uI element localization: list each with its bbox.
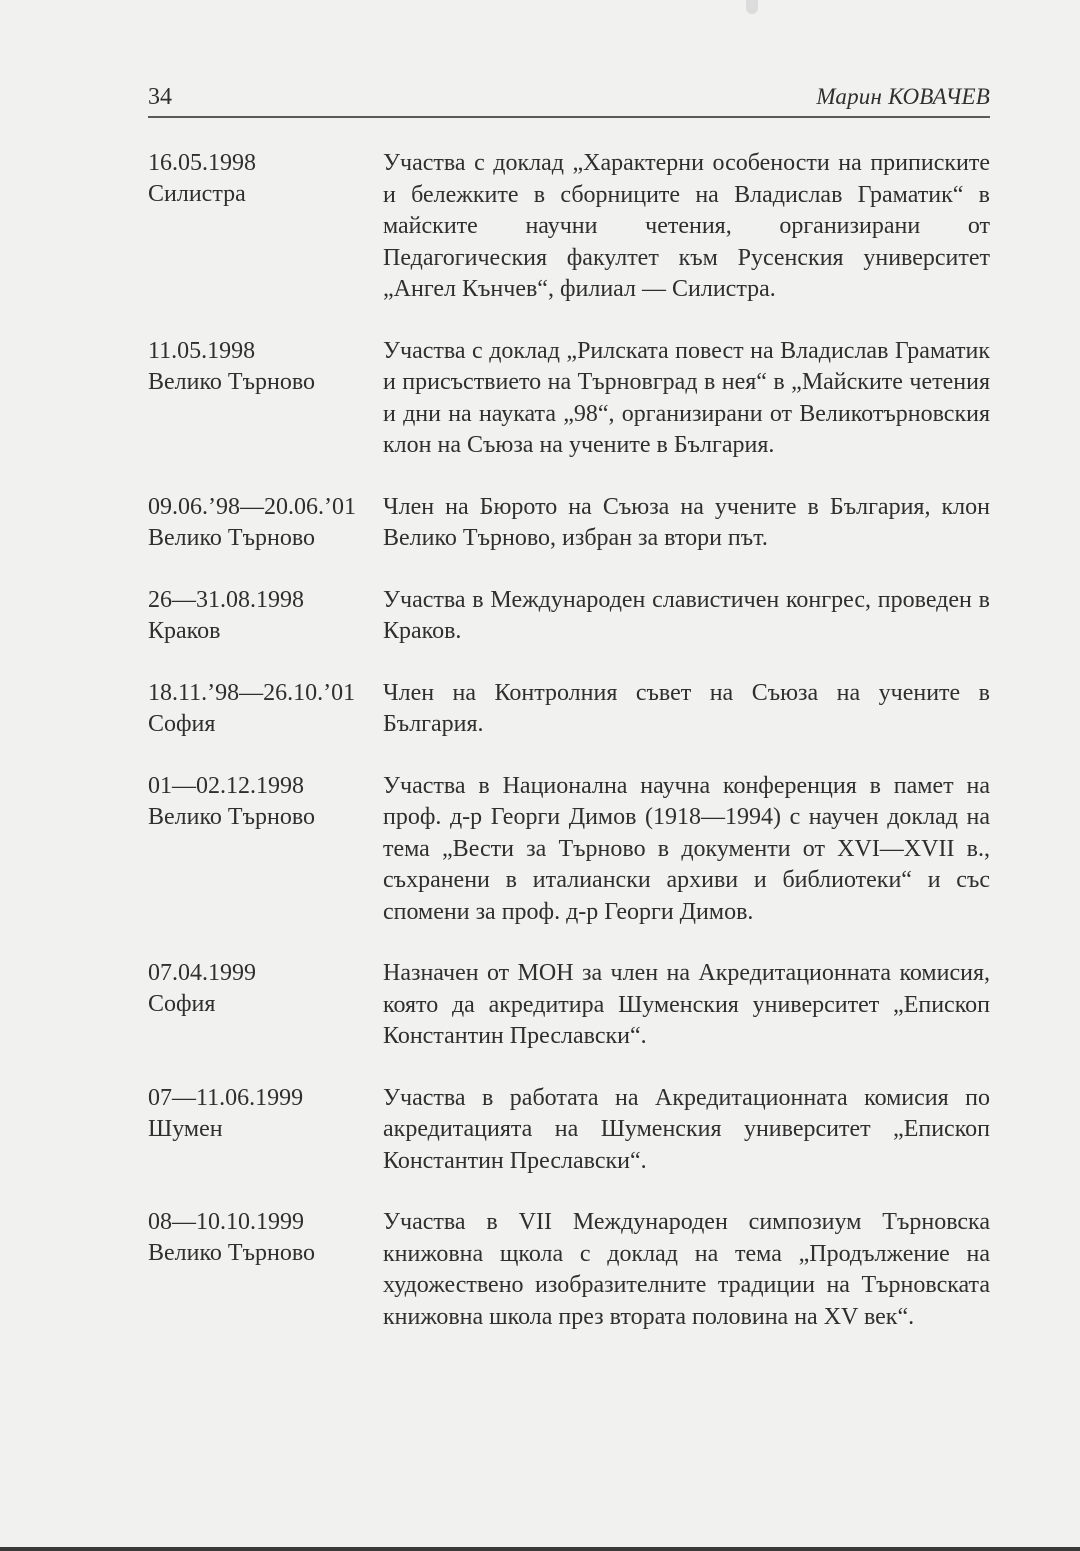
chronology-entry — [148, 336, 990, 462]
chronology-entry — [148, 771, 990, 929]
entry-text: Назначен от МОН за член на Акредитационната комисия, която да акредитира Шуменския университет „Епископ Константин Преславски“. — [383, 960, 990, 1049]
scan-bottom-edge — [0, 1547, 1080, 1551]
entry-text: Участва с доклад „Рилската повест на Владислав Граматик и присъствието на Търновград в нея“ в „Майските четения и дни на науката „98“, организирани от Великотърновския клон на Съюза на учените в България. — [383, 337, 990, 458]
entry-place: Краков — [148, 617, 221, 644]
chronology-entry — [148, 1207, 990, 1333]
entry-place: Велико Търново — [148, 524, 316, 551]
entry-text: Участва в Национална научна конференция в памет на проф. д-р Георги Димов (1918—1994) с научен доклад на тема „Вести за Търново в документи от XVI—XVII в., съхранени в италиански архиви и библиотеки“ и със спомени за проф. д-р Георги Димов. — [383, 772, 990, 925]
entry-meta — [148, 585, 383, 648]
scan-smudge — [746, 0, 758, 14]
entry-meta — [148, 336, 383, 462]
entry-date: 18.11.’98—26.10.’01 — [148, 679, 356, 706]
entry-meta — [148, 771, 383, 929]
entry-date: 07—11.06.1999 — [148, 1084, 304, 1111]
entry-text: Участва в VII Международен симпозиум Търновска книжовна щкола с доклад на тема „Продължение на художествено изобразителните традиции на Търновската книжовна школа през втората половина на XV век“. — [383, 1209, 990, 1330]
entry-date: 01—02.12.1998 — [148, 772, 304, 799]
entry-place: София — [148, 710, 216, 737]
entry-date: 16.05.1998 — [148, 150, 256, 176]
entry-meta — [148, 1083, 383, 1178]
chronology-entry — [148, 585, 990, 648]
entry-date: 08—10.10.1999 — [148, 1209, 304, 1235]
chronology-entry — [148, 678, 990, 741]
entry-date: 07.04.1999 — [148, 960, 256, 986]
entry-place: Велико Търново — [148, 803, 316, 830]
entry-text: Участва в работата на Акредитационната комисия по акредитацията на Шуменския университет „Епископ Константин Преславски“. — [383, 1084, 990, 1174]
chronology-entry — [148, 492, 990, 555]
chronology-entry — [148, 958, 990, 1053]
entry-date: 26—31.08.1998 — [148, 586, 304, 613]
entry-place: София — [148, 991, 216, 1017]
entry-meta — [148, 492, 383, 555]
entry-meta — [148, 1207, 383, 1333]
entry-place: Шумен — [148, 1115, 223, 1142]
running-head: Марин КОВАЧЕВ — [816, 84, 990, 109]
entry-place: Велико Търново — [148, 368, 316, 395]
entry-place: Велико Търново — [148, 1240, 316, 1266]
entry-place: Силистра — [148, 181, 246, 207]
entry-meta — [148, 958, 383, 1053]
entry-meta — [148, 148, 383, 306]
chronology-entry — [148, 1083, 990, 1178]
entry-text: Член на Бюрото на Съюза на учените в България, клон Велико Търново, избран за втори път. — [383, 493, 990, 551]
entry-date: 09.06.’98—20.06.’01 — [148, 493, 356, 520]
page-number: 34 — [148, 84, 172, 110]
entry-text: Участва с доклад „Характерни особености на приписките и бележките в сборниците на Владислав Граматик“ в майските научни четения, организирани от Педагогическия факултет към Русенския университет „Ангел Кънчев“, филиал — Силистра. — [383, 150, 990, 302]
page-header — [148, 82, 990, 118]
entry-date: 11.05.1998 — [148, 337, 256, 364]
chronology-entry — [148, 148, 990, 306]
entry-text: Участва в Международен славистичен конгрес, проведен в Краков. — [383, 586, 990, 644]
entry-text: Член на Контролния съвет на Съюза на учените в България. — [383, 679, 990, 737]
entry-meta — [148, 678, 383, 741]
chronology-list — [148, 148, 990, 1363]
